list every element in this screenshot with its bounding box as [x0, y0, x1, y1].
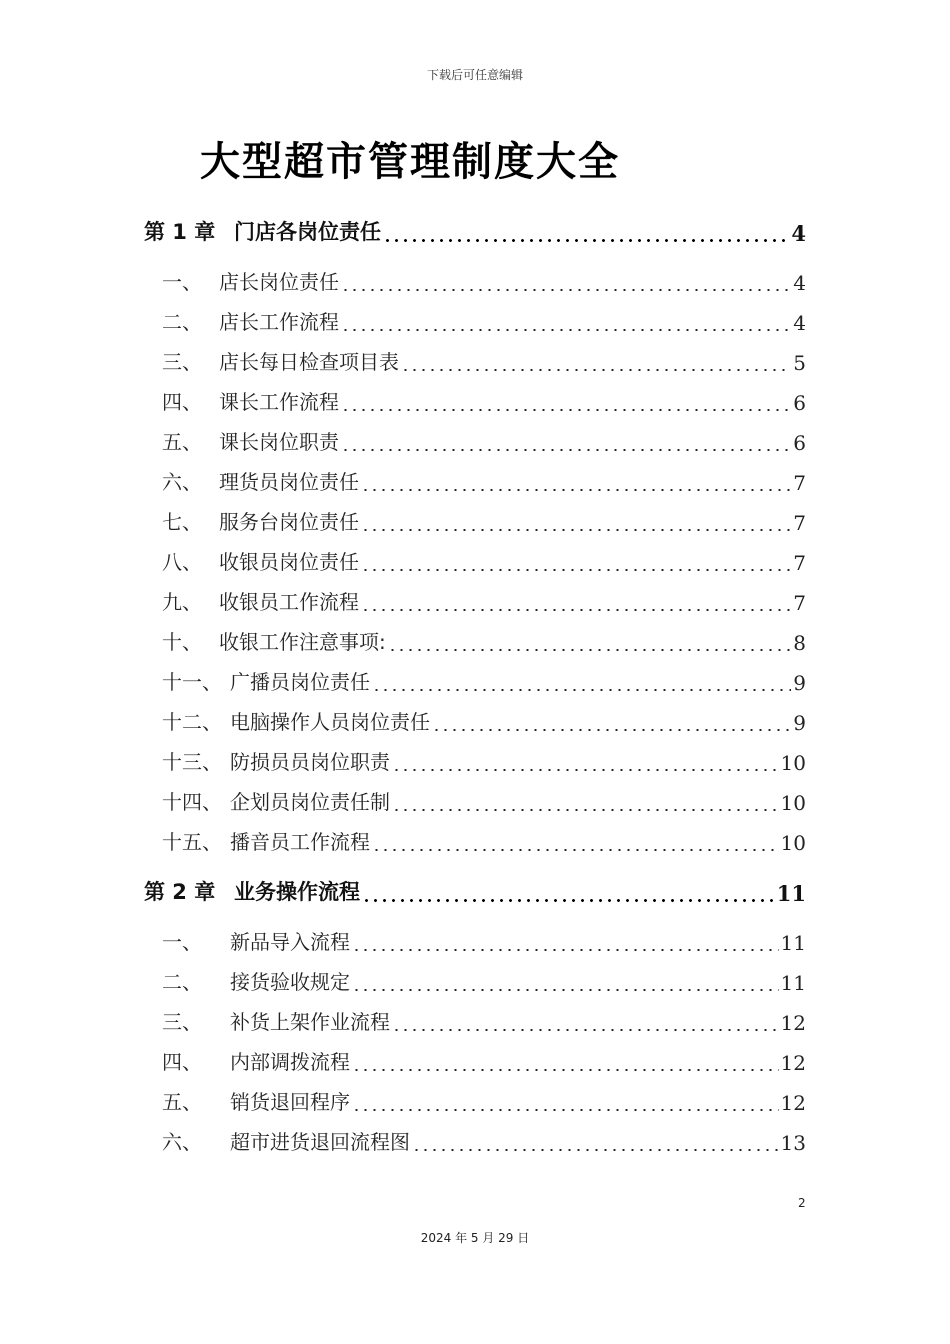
- dot-leader: [352, 949, 779, 951]
- toc-entry[interactable]: [162, 1126, 806, 1155]
- toc-entry[interactable]: [162, 1046, 806, 1075]
- entry-number: 二、: [162, 310, 202, 334]
- toc-entry[interactable]: [162, 426, 806, 455]
- dot-leader: [372, 849, 779, 851]
- entry-number: 三、: [162, 1010, 202, 1034]
- entry-title: 课长工作流程: [219, 390, 339, 414]
- toc-entry[interactable]: [162, 506, 806, 535]
- document-title: 大型超市管理制度大全: [200, 138, 620, 185]
- page-number: 11: [780, 971, 806, 995]
- page-number: 12: [780, 1051, 806, 1075]
- page-number: 9: [793, 711, 806, 735]
- entry-title: 服务台岗位责任: [219, 510, 359, 534]
- toc-entry[interactable]: [162, 666, 806, 695]
- dot-leader: [372, 689, 791, 691]
- entry-number: 六、: [162, 470, 202, 494]
- toc-entry[interactable]: [162, 626, 806, 655]
- toc-chapter-2[interactable]: [144, 876, 806, 906]
- entry-title: 收银员岗位责任: [219, 550, 359, 574]
- toc-chapter-1[interactable]: [144, 216, 806, 246]
- page-number: 7: [793, 591, 806, 615]
- page-number: 6: [793, 431, 806, 455]
- toc-entry[interactable]: [162, 546, 806, 575]
- page-number: 10: [780, 791, 806, 815]
- entry-title: 企划员岗位责任制: [230, 790, 390, 814]
- entry-title: 电脑操作人员岗位责任: [230, 710, 430, 734]
- toc-entry[interactable]: [162, 706, 806, 735]
- entry-number: 五、: [162, 430, 202, 454]
- entry-number: 十二、: [162, 710, 222, 734]
- page-number: 6: [793, 391, 806, 415]
- dot-leader: [352, 989, 779, 991]
- page-number: 8: [793, 631, 806, 655]
- toc-entry[interactable]: [162, 926, 806, 955]
- page-number: 7: [793, 511, 806, 535]
- page-number: 10: [780, 751, 806, 775]
- footer-date: 2024 年 5 月 29 日: [420, 1231, 530, 1245]
- entry-number: 十三、: [162, 750, 222, 774]
- entry-number: 一、: [162, 930, 202, 954]
- toc-entry[interactable]: [162, 826, 806, 855]
- entry-title: 新品导入流程: [230, 930, 350, 954]
- entry-title: 收银工作注意事项:: [219, 630, 386, 654]
- entry-title: 防损员员岗位职责: [230, 750, 390, 774]
- entry-number: 八、: [162, 550, 202, 574]
- toc-entry[interactable]: [162, 466, 806, 495]
- dot-leader: [341, 329, 791, 331]
- page-number: 12: [780, 1091, 806, 1115]
- entry-number: 十、: [162, 630, 202, 654]
- page-number: 10: [780, 831, 806, 855]
- toc-entry[interactable]: [162, 586, 806, 615]
- dot-leader: [361, 529, 791, 531]
- toc-entry[interactable]: [162, 786, 806, 815]
- dot-leader: [388, 649, 792, 651]
- dot-leader: [362, 899, 775, 902]
- dot-leader: [383, 239, 789, 242]
- entry-number: 七、: [162, 510, 202, 534]
- entry-number: 十四、: [162, 790, 222, 814]
- entry-number: 二、: [162, 970, 202, 994]
- chapter-title: 业务操作流程: [234, 880, 360, 904]
- entry-title: 内部调拨流程: [230, 1050, 350, 1074]
- entry-number: 十一、: [162, 670, 222, 694]
- dot-leader: [392, 809, 779, 811]
- toc-entry[interactable]: [162, 346, 806, 375]
- entry-number: 九、: [162, 590, 202, 614]
- dot-leader: [412, 1149, 779, 1151]
- page-number: 4: [791, 221, 806, 246]
- toc-entry[interactable]: [162, 1086, 806, 1115]
- entry-title: 补货上架作业流程: [230, 1010, 390, 1034]
- dot-leader: [341, 289, 791, 291]
- toc-entry[interactable]: [162, 746, 806, 775]
- dot-leader: [401, 369, 791, 371]
- entry-title: 店长岗位责任: [219, 270, 339, 294]
- page-number: 11: [776, 881, 806, 906]
- chapter-title: 门店各岗位责任: [234, 220, 381, 244]
- toc-entry[interactable]: [162, 1006, 806, 1035]
- entry-number: 四、: [162, 1050, 202, 1074]
- entry-title: 超市进货退回流程图: [230, 1130, 410, 1154]
- entry-title: 收银员工作流程: [219, 590, 359, 614]
- page-number: 4: [793, 311, 806, 335]
- dot-leader: [392, 769, 779, 771]
- toc-entry[interactable]: [162, 266, 806, 295]
- page-number: 7: [793, 471, 806, 495]
- dot-leader: [432, 729, 791, 731]
- page-header: 下载后可任意编辑: [426, 68, 523, 82]
- toc-entry[interactable]: [162, 386, 806, 415]
- dot-leader: [361, 609, 791, 611]
- dot-leader: [392, 1029, 779, 1031]
- entry-title: 接货验收规定: [230, 970, 350, 994]
- entry-number: 十五、: [162, 830, 222, 854]
- entry-title: 店长工作流程: [219, 310, 339, 334]
- chapter-number: 第 2 章: [144, 880, 216, 904]
- page-number: 11: [780, 931, 806, 955]
- toc-entry[interactable]: [162, 306, 806, 335]
- footer-page-number: 2: [798, 1196, 806, 1210]
- dot-leader: [352, 1109, 779, 1111]
- dot-leader: [341, 409, 791, 411]
- entry-number: 四、: [162, 390, 202, 414]
- toc-entry[interactable]: [162, 966, 806, 995]
- dot-leader: [352, 1069, 779, 1071]
- chapter-number: 第 1 章: [144, 220, 216, 244]
- page-number: 5: [793, 351, 806, 375]
- entry-title: 店长每日检查项目表: [219, 350, 399, 374]
- page-number: 12: [780, 1011, 806, 1035]
- page-number: 4: [793, 271, 806, 295]
- entry-number: 一、: [162, 270, 202, 294]
- entry-number: 六、: [162, 1130, 202, 1154]
- page-number: 9: [793, 671, 806, 695]
- dot-leader: [341, 449, 791, 451]
- dot-leader: [361, 569, 791, 571]
- entry-number: 五、: [162, 1090, 202, 1114]
- entry-title: 销货退回程序: [230, 1090, 350, 1114]
- dot-leader: [361, 489, 791, 491]
- entry-title: 理货员岗位责任: [219, 470, 359, 494]
- entry-title: 广播员岗位责任: [230, 670, 370, 694]
- entry-title: 课长岗位职责: [219, 430, 339, 454]
- entry-title: 播音员工作流程: [230, 830, 370, 854]
- page-number: 7: [793, 551, 806, 575]
- entry-number: 三、: [162, 350, 202, 374]
- page-number: 13: [780, 1131, 806, 1155]
